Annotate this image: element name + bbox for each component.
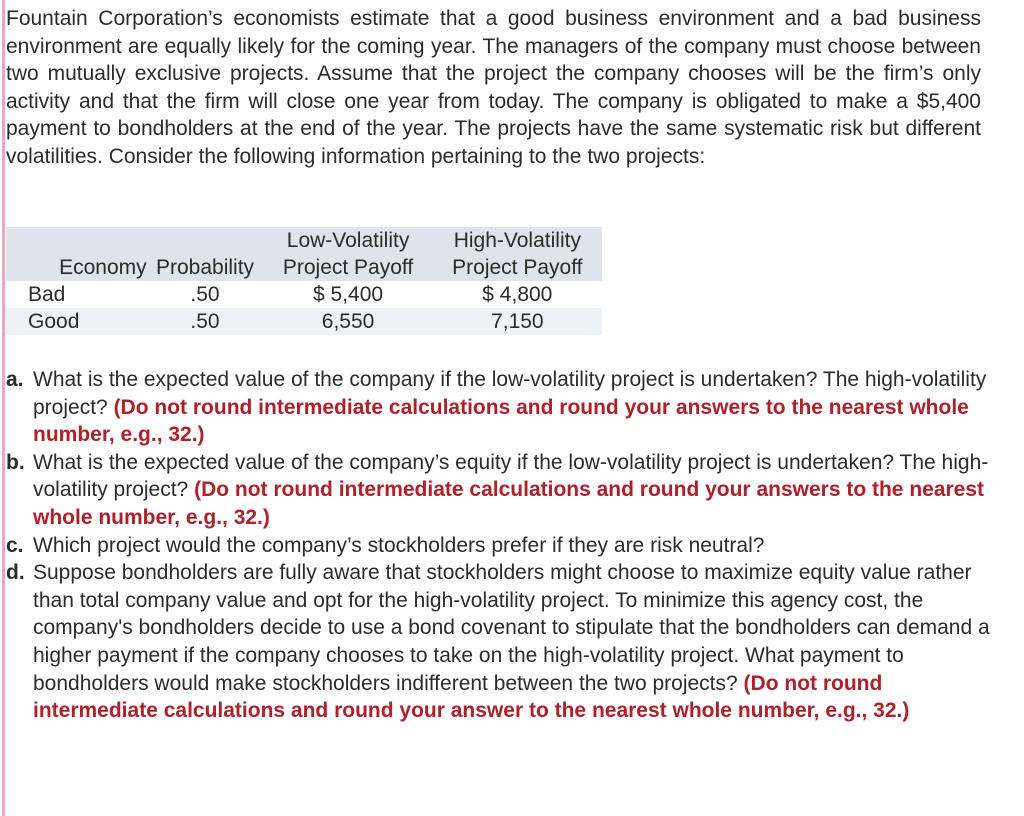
cell-probability: .50 <box>190 310 220 333</box>
table-row <box>6 281 602 308</box>
question-text: Which project would the company’s stockholders prefer if they are risk neutral? <box>33 533 765 557</box>
question-text: What is the expected value of the company’s equity if the low-volatility project is undertaken? The high-volatility project? <box>33 450 989 502</box>
header-probability: Probability <box>155 256 255 279</box>
payoff-table-header <box>6 227 602 281</box>
payoff-table <box>6 227 602 335</box>
question-list <box>6 366 996 725</box>
question-letter: b. <box>6 450 25 474</box>
left-margin-rule <box>2 0 5 816</box>
cell-low-payoff: 6,550 <box>321 310 375 333</box>
question-letter: c. <box>6 533 24 557</box>
problem-intro: Fountain Corporation’s economists estimate that a good business environment and a bad business environment are equally likely for the coming year. The managers of the company must choose between two mutually exclusive projects. Assume that the project the company chooses will be the firm’s only activity and that the firm will close one year from today. The company is obligated to make a $5,400 payment to bondholders at the end of the year. The projects have the same systematic risk but different volatilities. Consider the following information pertaining to the two projects: <box>6 7 981 168</box>
rounding-instruction: (Do not round intermediate calculations and round your answers to the nearest whole number, e.g., 32.) <box>33 395 969 447</box>
header-empty-cell <box>147 227 264 254</box>
header-row-2 <box>6 254 602 281</box>
cell-high-payoff: 7,150 <box>491 310 544 333</box>
question-a <box>6 366 996 449</box>
rounding-instruction: (Do not round intermediate calculations and round your answer to the nearest whole number, e.g., 32.) <box>33 671 910 723</box>
question-letter: a. <box>6 368 24 391</box>
question-text: What is the expected value of the company if the low-volatility project is undertaken? The high-volatility project? <box>33 368 987 419</box>
header-low-volatility-line1: Low-Volatility <box>286 229 410 252</box>
question-letter: d. <box>6 561 25 585</box>
header-economy: Economy <box>59 256 147 279</box>
question-b <box>6 449 996 532</box>
header-high-volatility-line1: High-Volatility <box>453 229 581 252</box>
cell-probability: .50 <box>190 283 220 306</box>
cell-low-payoff: $ 5,400 <box>313 283 384 306</box>
cell-economy: Good <box>28 310 80 333</box>
header-low-volatility-line2: Project Payoff <box>282 256 414 279</box>
question-d <box>6 559 996 725</box>
cell-economy: Bad <box>28 283 66 306</box>
cell-high-payoff: $ 4,800 <box>482 283 553 306</box>
rounding-instruction: (Do not round intermediate calculations and round your answers to the nearest whole number, e.g., 32.) <box>33 478 985 529</box>
header-row-1 <box>6 227 602 254</box>
header-empty-cell <box>6 227 147 254</box>
payoff-table-body <box>6 281 602 335</box>
table-row <box>6 308 602 335</box>
question-c <box>6 532 996 560</box>
question-text: Suppose bondholders are fully aware that stockholders might choose to maximize equity value rather than total company value and opt for the high-volatility project. To minimize this agency cost, the company's bondholders decide to use a bond covenant to stipulate that the bondholders can demand a higher payment if the company chooses to take on the high-volatility project. What payment to bondholders would make stockholders indifferent between the two projects? <box>33 561 990 695</box>
header-high-volatility-line2: Project Payoff <box>452 256 583 279</box>
